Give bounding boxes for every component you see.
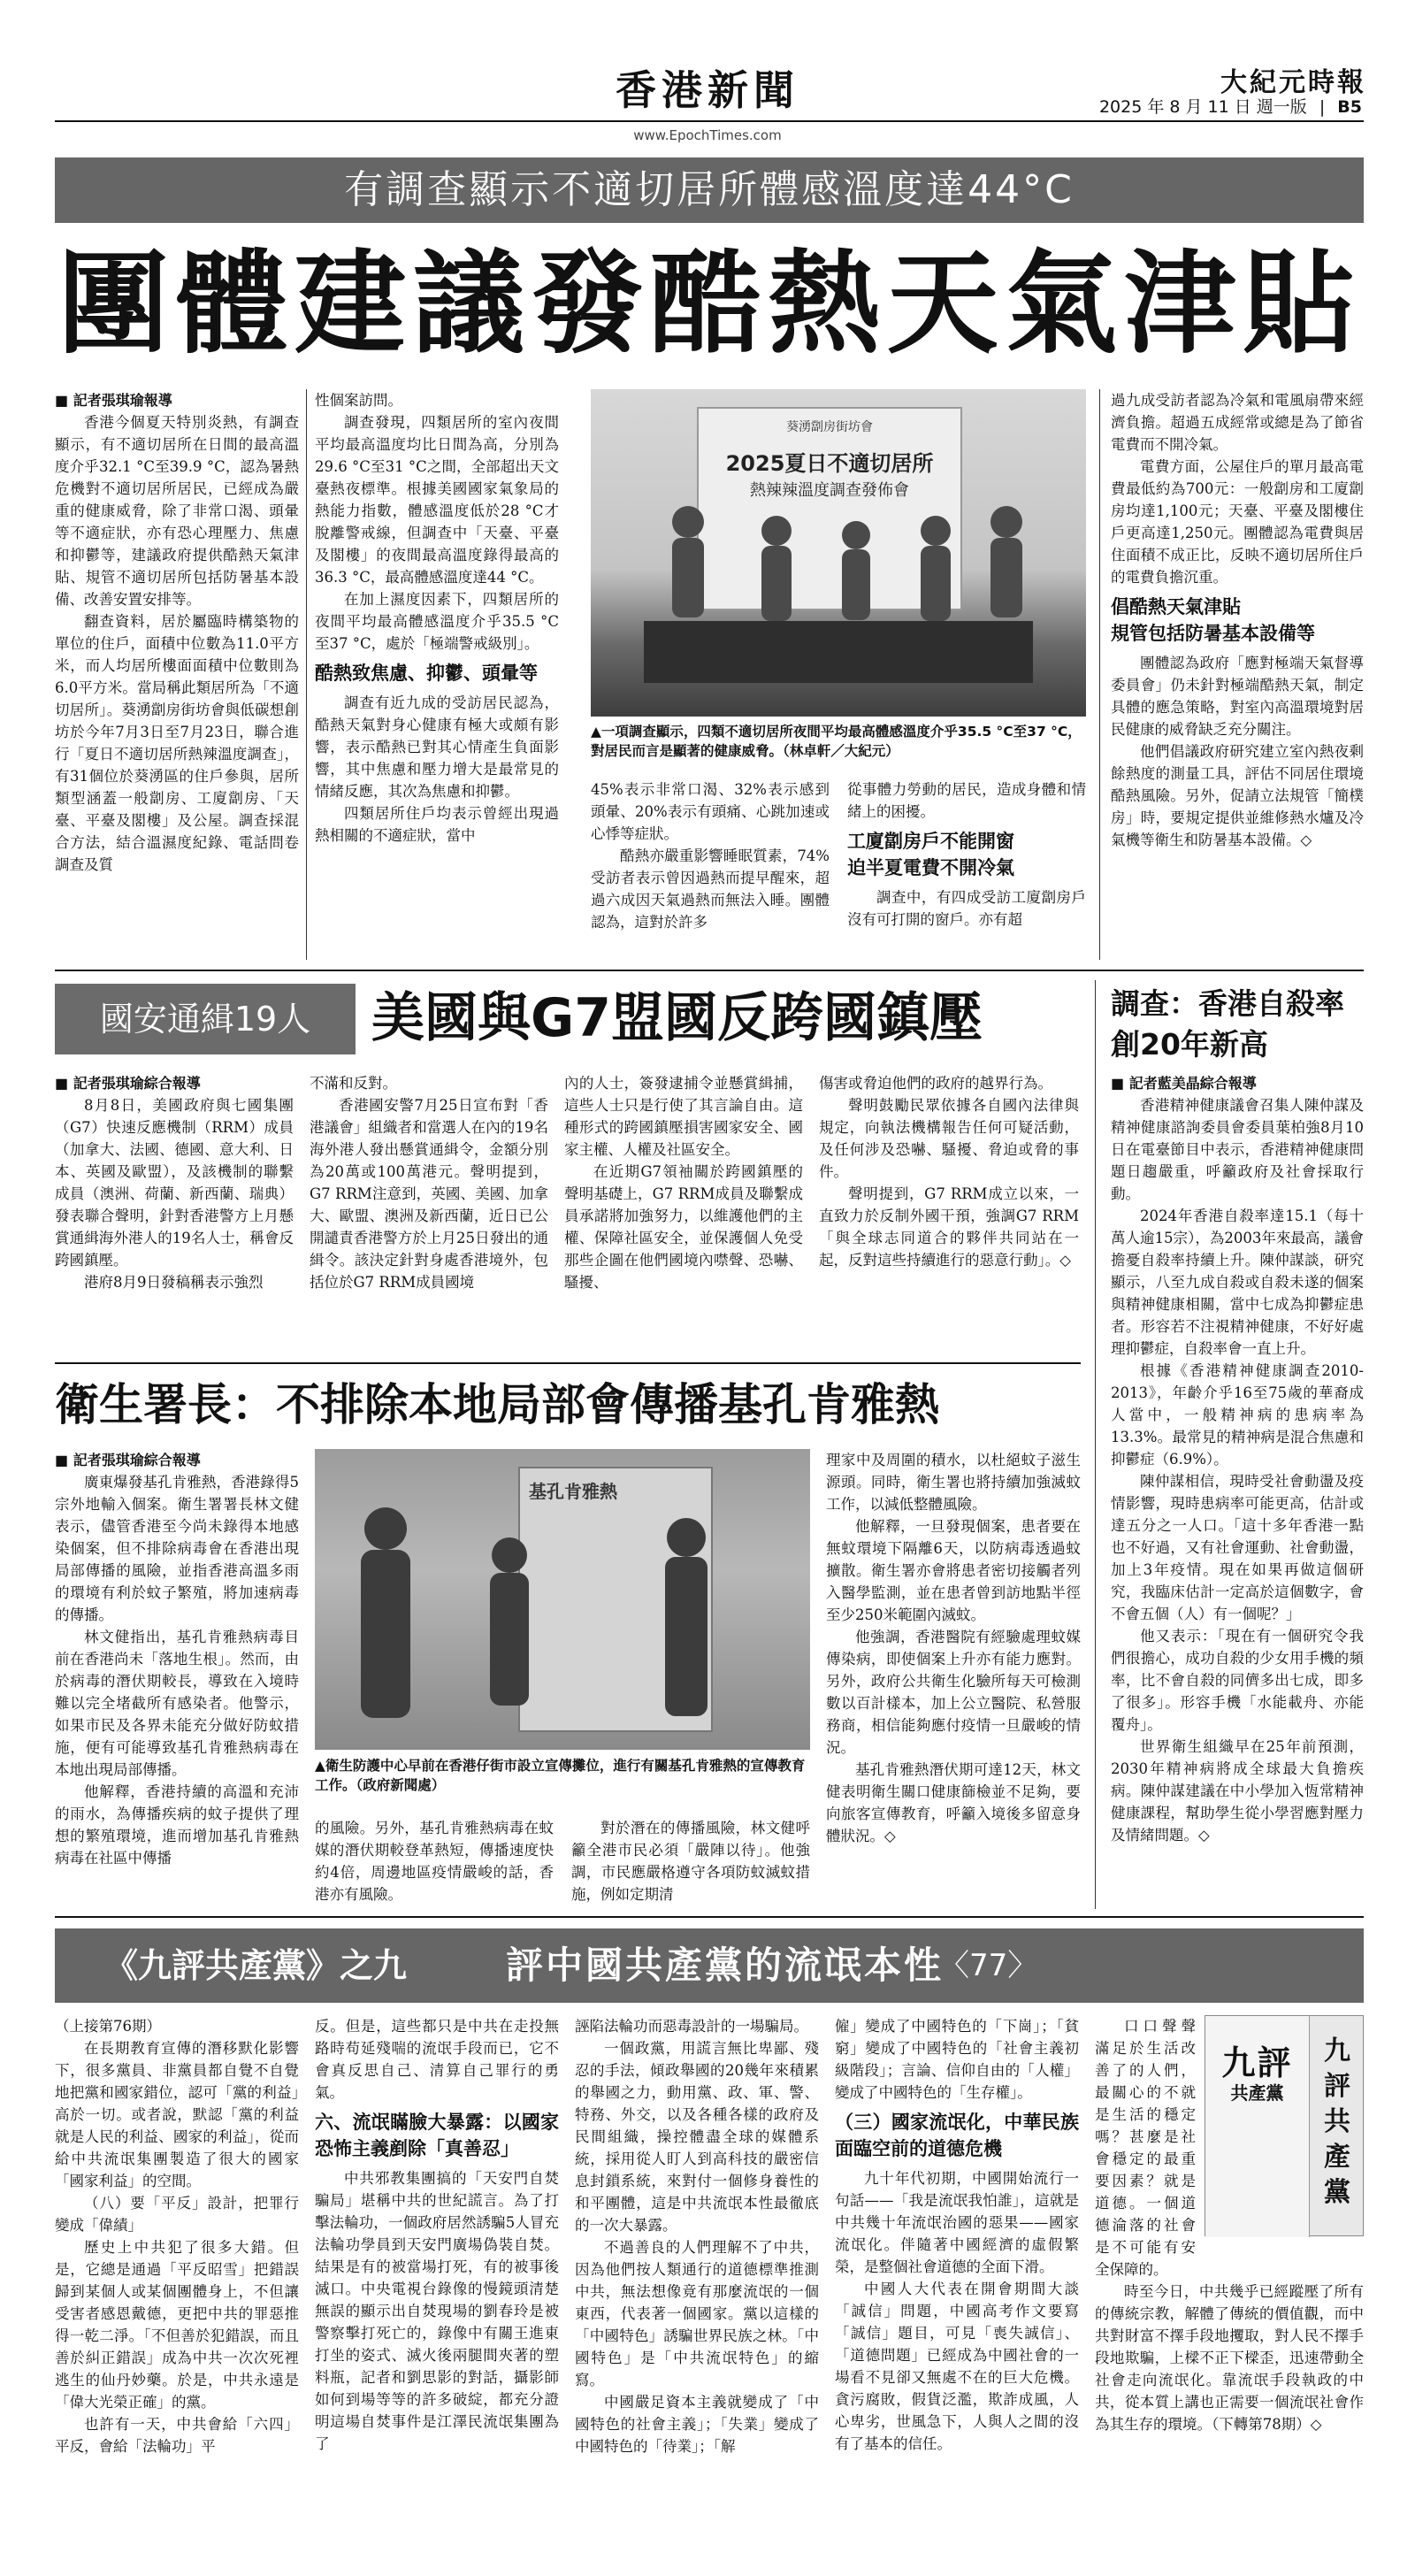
story1-kicker: 有調查顯示不適切居所體感溫度達44°C — [344, 167, 1075, 212]
story5-col1-p2: （八）要「平反」設計，把罪行變成「偉績」 — [55, 2195, 299, 2234]
story2-col4-p2: 聲明提到，G7 RRM成立以來，一直致力於反制外國干預，強調G7 RRM「與全球志同道合的夥伴共同站在一起，反對這些持續進行的惡意行動」。◇ — [819, 1185, 1079, 1269]
story2-col3 — [564, 1072, 803, 1355]
story3-byline: ■ 記者張琪瑜綜合報導 — [55, 1452, 201, 1468]
story1-col5b-p1: 團體認為政府「應對極端天氣督導委員會」仍未針對極端酷熱天氣，制定具體的應急策略，對室內高溫環境對居民健康的威脅缺乏充分關注。 — [1111, 655, 1364, 738]
story2-col4-p1: 聲明鼓勵民眾依據各自國內法律與規定，向執法機構報告任何可疑活動，及任何涉及恐嚇、騷擾、脅迫或脅的事件。 — [819, 1097, 1079, 1180]
book-cover-subtitle: 共產黨 — [1230, 2082, 1284, 2104]
story3-col4-p3: 基孔肯雅熱潛伏期可達12天，林文健表明衛生關口健康篩檢並不足夠，要向旅客宣傳教育，呼籲入境後多留意身體狀況。◇ — [826, 1761, 1081, 1844]
story5-col4b-p2: 中國人大代表在開會期間大談「誠信」問題，中國高考作文要寫「誠信」題目，可見「喪失誠信」、「道德問題」已經成為中國社會的一場看不見卻又無處不在的巨大危機。貪污腐敗，假貨泛濫，欺詐成風，人心卑劣，世風急下，人與人之間的沒有了基本的信任。 — [835, 2281, 1079, 2452]
story5-col1 — [55, 2015, 299, 2555]
story5-col4 — [835, 2015, 1079, 2555]
story2-col1-p2: 港府8月9日發稿稱表示強烈 — [84, 1274, 264, 1291]
story1-col2b-p1: 調查有近九成的受訪居民認為，酷熱天氣對身心健康有極大或頗有影響，表示酷熱已對其心情產生負面影響，其中焦慮和壓力增大是最常見的情緒反應，其次為焦慮和抑鬱。 — [315, 694, 559, 800]
story1-col1 — [55, 389, 299, 960]
photo-people-silhouettes — [591, 389, 1086, 717]
story1-rule-1 — [306, 389, 307, 960]
story5-col1-p4: 也許有一天，中共會給「六四」平反，會給「法輪功」平 — [55, 2416, 299, 2455]
story1-photo — [591, 389, 1086, 717]
photo-figures — [315, 1449, 810, 1750]
story1-col5b-p2: 他們倡議政府研究建立室內熱夜剩餘熱度的測量工具，評估不同居住環境酷熱風險。另外，促請立法規管「簡樸房」時，要規定提供並維修熱水爐及冷氣機等衛生和防暑基本設備。◇ — [1111, 743, 1364, 848]
story3-col1-p1: 廣東爆發基孔肯雅熱，香港錄得5宗外地輸入個案。衛生署署長林文健表示，儘管香港至今尚未錄得本地感染個案，但不排除病毒會在香港出現局部傳播的風險，並指香港高溫多雨的環境有利於蚊子繁殖，將加速病毒的傳播。 — [55, 1474, 299, 1623]
story3-col1-p3: 他解釋，香港持續的高溫和充沛的雨水，為傳播疾病的蚊子提供了理想的繁殖環境，進而增加基孔肯雅熱病毒在社區中傳播 — [55, 1783, 299, 1867]
book-spine: 九評共產黨 — [1324, 2036, 1350, 2208]
story3-col3 — [571, 1817, 810, 1909]
photo-banner-small: 葵湧劏房街坊會 — [786, 420, 873, 434]
story1-subhead-3: 倡酷熱天氣津貼 規管包括防暑基本設備等 — [1111, 596, 1315, 644]
story3-col1 — [55, 1449, 299, 1909]
story3-col4-p1: 他解釋，一旦發現個案，患者要在無蚊環境下隔離6天，以防病毒透過蚊擴散。衛生署亦會將患者密切接觸者列入醫學監測，並在患者曾到訪地點半徑至少250米範圍內滅蚊。 — [826, 1518, 1081, 1623]
story1-col1-p1: 香港今個夏天特別炎熱，有調查顯示，有不適切居所在日間的最高溫度介乎32.1 °C至39.9 °C，認為暑熱危機對不適切居所居民，已經成為嚴重的健康威脅，除了非常口渴、頭暈等不適症狀，亦有恐心理壓力、焦慮和抑鬱等，建議政府提供酷熱天氣津貼、規管不適切居所包括防暑基本設備、改善安置安排等。 — [55, 414, 299, 608]
section-title: 香港新聞 — [616, 66, 799, 114]
story3-col2-p0: 的風險。另外，基孔肯雅熱病毒在蚊媒的潛伏期較登革熱短，傳播速度快約4倍，周邊地區疫情嚴峻的話，香港亦有風險。 — [315, 1820, 554, 1903]
story3-col4-p2: 他強調，香港醫院有經驗處理蚊媒傳染病，即使個案上升亦有能力應對。另外，政府公共衛生化驗所每天可檢測數以百計樣本，加上公立醫院、私營服務商，相信能夠應付疫情一旦嚴峻的情況。 — [826, 1629, 1081, 1756]
issue-date: 2025 年 8 月 11 日 週一版 — [1098, 97, 1307, 117]
story1-headline: 團體建議發酷熱天氣津貼 — [57, 238, 1361, 369]
story3-col3-p1: 對於潛在的傳播風險，林文健呼籲全港市民必須「嚴陣以待」。他強調，市民應嚴格遵守各項防蚊滅蚊措施，例如定期清 — [571, 1820, 810, 1903]
photo-banner-main: 2025夏日不適切居所 — [725, 451, 934, 476]
story1-col2-p1: 調查發現，四類居所的室內夜間平均最高溫度均比日間為高，分別為29.6 °C至31 °C之間，全部超出天文臺熱夜標準。根據美國國家氣象局的熱能力指數，體感溫度低於28 °C才脫離警戒線，但調查中「天臺、平臺及閣樓」的夜間最高溫度錄得最高的36.3 °C，最高體感溫度達44 °C。 — [315, 414, 559, 586]
story3-col2 — [315, 1817, 554, 1909]
story1-col4-p0: 從事體力勞動的居民，造成身體和情緒上的困擾。 — [847, 781, 1086, 820]
site-url[interactable]: www.EpochTimes.com — [633, 127, 782, 143]
story5-col4b-p1: 九十年代初期，中國開始流行一句話——「我是流氓我怕誰」，這就是中共幾十年流氓治國的惡果——國家流氓化。伴隨著中國經濟的虛假繁榮，是整個社會道德的全面下滑。 — [835, 2170, 1079, 2275]
story1-col2-p0: 性個案訪問。 — [315, 392, 402, 409]
story2-col3-p0: 內的人士，簽發逮捕令並懸賞緝捕，這些人士只是行使了其言論自由。這種形式的跨國鎮壓損害國家安全、國家主權、人權及社區安全。 — [564, 1075, 803, 1158]
story1-photo-caption: ▲一項調查顯示，四類不適切居所夜間平均最高體感溫度介乎35.5 °C至37 °C，對居民而言是顯著的健康威脅。（林卓軒／大紀元） — [591, 724, 1082, 759]
book-image — [1205, 2015, 1364, 2236]
story2-col2-p0: 不滿和反對。 — [310, 1075, 397, 1092]
story2-col3-p1: 在近期G7領袖關於跨國鎮壓的聲明基礎上，G7 RRM成員及聯繫成員承諾將加強努力，以維護他們的主權、保障社區安全，並保護個人免受那些企圖在他們國境內噤聲、恐嚇、騷擾、 — [564, 1163, 803, 1291]
story1-col5 — [1111, 389, 1364, 960]
story1-col2b-p2: 四類居所住戶均表示曾經出現過熱相關的不適症狀，當中 — [315, 805, 559, 844]
story5-col2 — [315, 2015, 559, 2555]
story3-photo-caption: ▲衛生防護中心早前在香港仔街市設立宣傳攤位，進行有關基孔肯雅熱的宣傳教育工作。（政府新聞處） — [315, 1758, 806, 1793]
story2-col4-p0: 傷害或脅迫他們的政府的越界行為。 — [819, 1075, 1052, 1092]
story5-headline: 評中國共產黨的流氓本性 — [506, 1944, 945, 1987]
story5-col3 — [575, 2015, 819, 2555]
story2-headline: 美國與G7盟國反跨國鎮壓 — [371, 987, 983, 1049]
story4-p4: 陳仲謀相信，現時受社會動盪及疫情影響，現時患病率可能更高，估計或達五分之一人口。「這十多年香港一點也不好過，又有社會運動、社會動盪，加上3年疫情。現在如果再做這個研究，我臨床估計一定高於這個數字，會不會五個（人）有一個呢？」 — [1111, 1473, 1364, 1622]
photo-sign-title: 基孔肯雅熱 — [529, 1481, 617, 1502]
story1-col2-p2: 在加上濕度因素下，四類居所的夜間平均最高體感溫度介乎35.5 °C至37 °C，處於「極端警戒級別」。 — [315, 591, 559, 652]
story5-part: 〈77〉 — [939, 1948, 1038, 1983]
story1-subhead-1: 酷熱致焦慮、抑鬱、頭暈等 — [315, 663, 538, 684]
story5-col5-p2: 時至今日，中共幾乎已經蹤壓了所有的傳統宗教，解體了傳統的價值觀，而中共對財富不擇手段地攫取，對人民不擇手段地欺騙，上樑不正下樑歪，迅速帶動全社會走向流氓化。靠流氓手段執政的中共，從本質上講也正需要一個流氓社會作為其生存的環境。（下轉第78期）◇ — [1095, 2283, 1364, 2433]
story5-col3-p1: 一個政黨，用謊言無比卑鄙、殘忍的手法，傾政舉國的20幾年來積累的舉國之力，動用黨、政、軍、警、特務、外交，以及各種各樣的政府及民間組織，操控體盡全球的媒體系統，採用從人盯人到高科技的嚴密信息封鎖系統，來對付一個修身養性的和平團體，這是中共流氓本性最徹底的一次大暴露。 — [575, 2040, 819, 2234]
story1-col3-p1: 酷熱亦嚴重影響睡眠質素，74%受訪者表示曾因過熱而提早醒來，超過六成因天氣過熱而無法入睡。團體認為，這對於許多 — [591, 847, 830, 931]
book-cover-title: 九評 — [1221, 2043, 1293, 2082]
story5-col2-p0: 反。但是，這些都只是中共在走投無路時苟延殘喘的流氓手段而已，它不會真反思自己、清算自己罪行的勇氣。 — [315, 2018, 559, 2101]
story5-col1-p0: （上接第76期） — [55, 2018, 161, 2035]
story5-col3-p0: 誣陷法輪功而惡毒設計的一場騙局。 — [575, 2018, 808, 2035]
story4-p5: 他又表示：「現在有一個研究令我們很擔心，成功自殺的少女用手機的頻率，比不會自殺的同儕多出七成，即多了很多」。形容手機「水能載舟、亦能覆舟」。 — [1111, 1628, 1364, 1733]
story5-series: 《九評共產黨》之九 — [104, 1945, 408, 1985]
story2-col2 — [310, 1072, 548, 1355]
story1-col5-p0: 過九成受訪者認為冷氣和電風扇帶來經濟負擔。超過五成經常或總是為了節省電費而不開冷氣。 — [1111, 392, 1364, 453]
story5-col4-p0: 僱」變成了中國特色的「下崗」；「貧窮」變成了中國特色的「社會主義初級階段」；言論、信仰自由的「人權」變成了中國特色的「生存權」。 — [835, 2018, 1079, 2101]
dateline: 2025 年 8 月 11 日 週一版 | B5 — [1098, 97, 1362, 117]
story2-tag: 國安通緝19人 — [55, 984, 356, 1054]
story4-headline: 調查：香港自殺率創20年新高 — [1111, 986, 1344, 1062]
story2-col1-p1: 8月8日，美國政府與七國集團（G7）快速反應機制（RRM）成員（加拿大、法國、德國、意大利、日本、英國及歐盟），及該機制的聯繫成員（澳洲、荷蘭、新西蘭、瑞典）發表聯合聲明，針對香港警方上月懸賞通緝海外港人的19名人士，稱會反跨國鎮壓。 — [55, 1097, 294, 1269]
story3-headline: 衛生署長：不排除本地局部會傳播基孔肯雅熱 — [55, 1379, 939, 1430]
story1-col3 — [591, 778, 830, 960]
photo-banner-sub: 熱辣辣溫度調查發佈會 — [750, 481, 909, 500]
story3-photo — [315, 1449, 810, 1750]
right-column-rule — [1095, 980, 1096, 1909]
story3-col4-p0: 理家中及周圍的積水，以杜絕蚊子滋生源頭。同時，衛生署也將持續加強滅蚊工作，以減低整體風險。 — [826, 1452, 1081, 1513]
story5-subhead-2: （三）國家流氓化，中華民族面臨空前的道德危機 — [835, 2112, 1079, 2159]
story5-col1-p1: 在長期教育宣傳的潛移默化影響下，很多黨員、非黨員都自覺不自覺地把黨和國家錯位，認可「黨的利益」高於一切。或者說，默認「黨的利益就是人民的利益、國家的利益」，從而給中共流氓集團製造了很大的國家「國家利益」的空間。 — [55, 2040, 299, 2189]
story1-subhead-2: 工廈劏房戶不能開窗 迫半夏電費不開冷氣 — [847, 831, 1014, 878]
story2-col4 — [819, 1072, 1079, 1355]
story3-col1-p2: 林文健指出，基孔肯雅熱病毒目前在香港尚未「落地生根」。然而，由於病毒的潛伏期較長，導致在入境時難以完全堵截所有感染者。他警示，如果市民及各界未能充分做好防蚊措施，便有可能導致基孔肯雅熱病毒在本地出現局部傳播。 — [55, 1629, 299, 1778]
story5-col5 — [1095, 2015, 1364, 2555]
story1-col5-p1: 電費方面，公屋住戶的單月最高電費最低約為700元：一般劏房和工廈劏房均達1,100元；天臺、平臺及閣樓住戶更高達1,250元。團體認為電費與居住面積不成正比，反映不適切居所住戶的電費負擔沉重。 — [1111, 458, 1364, 586]
story5-col3-p2: 不過善良的人們理解不了中共，因為他們按人類通行的道德標準推測中共，無法想像竟有那麼流氓的一個東西，代表著一個國家。黨以這樣的「中國特色」誘騙世界民族之林。「中國特色」是「中共流氓特色」的縮寫。 — [575, 2239, 819, 2388]
header-rule — [55, 120, 1364, 122]
story3-bottom-rule — [55, 1916, 1364, 1918]
story2-bottom-rule — [55, 1362, 1081, 1364]
story1-col1-p2: 翻查資料，居於屬臨時構築物的單位的住戶，面積中位數為11.0平方米，而人均居所樓面面積中位數則為6.0平方米。當局稱此類居所為「不適切居所」。葵湧劏房街坊會與低碳想創坊於今年7月3日至7月23日，聯合進行「夏日不適切居所熱辣溫度調查」，有31個位於葵湧區的住戶參與，居所類型涵蓋一般劏房、工廈劏房、「天臺、平臺及閣樓」及公屋。調查採混合方法，結合溫濕度紀錄、電話問卷調查及質 — [55, 613, 299, 873]
story1-rule-2 — [1099, 389, 1100, 960]
book-cover-front — [1205, 2016, 1310, 2237]
story1-bottom-rule — [55, 970, 1364, 971]
story1-col3-p0: 45%表示非常口渴、32%表示感到頭暈、20%表示有頭痛、心跳加速或心悸等症狀。 — [591, 781, 830, 842]
story1-kicker-banner — [55, 157, 1364, 223]
story4-p2: 2024年香港自殺率達15.1（每十萬人逾15宗），為2003年來最高，議會擔憂自殺率持續上升。陳仲謀談，研究顯示，八至九成自殺或自殺未遂的個案與精神健康相關，當中七成為抑鬱症患者。形容若不注視精神健康，不好好處理抑鬱症，自殺率會一直上升。 — [1111, 1208, 1364, 1357]
story5-col5-p1: 口口聲聲滿足於生活改善了的人們，最關心的不就是生活的穩定嗎？甚麼是社會穩定的最重要因素？就是道德。一個道德淪落的社會是不可能有安全保障的。 — [1095, 2018, 1196, 2278]
story4-p1: 香港精神健康議會召集人陳仲謀及精神健康諮詢委員會委員葉柏強8月10日在電臺節目中表示，香港精神健康問題日趨嚴重，呼籲政府及社會採取行動。 — [1111, 1097, 1364, 1202]
story2-col1 — [55, 1072, 294, 1355]
story5-banner — [55, 1928, 1364, 2003]
story5-col2b-p1: 中共邪教集團搞的「天安門自焚騙局」堪稱中共的世紀謊言。為了打擊法輪功，一個政府居然誘騙5人冒充法輪功學員到天安門廣場偽裝自焚。結果是有的被當場打死，有的被事後滅口。中央電視台錄像的慢鏡頭清楚無誤的顯示出自焚現場的劉春玲是被警察擊打死亡的，錄像中有關王進東打坐的姿式、滅火後兩腿間夾著的塑料瓶，記者和劉思影的對話，攝影師如何到場等等的許多破綻，都充分證明這場自焚事件是江澤民流氓集團為了 — [315, 2170, 559, 2452]
story5-col3-p3: 中國嚴足資本主義就變成了「中國特色的社會主義」；「失業」變成了中國特色的「待業」；「解 — [575, 2394, 819, 2455]
page-number: B5 — [1337, 97, 1362, 117]
story1-col4b-p1: 調查中，有四成受訪工廈劏房戶沒有可打開的窗戶。亦有超 — [847, 889, 1086, 928]
story2-byline: ■ 記者張琪瑜綜合報導 — [55, 1075, 201, 1092]
story4-body — [1111, 1072, 1364, 1904]
story1-col4 — [847, 778, 1086, 960]
story5-subhead-1: 六、流氓瞞臉大暴露：以國家恐怖主義剷除「真善忍」 — [315, 2112, 559, 2159]
story4-p3: 根據《香港精神健康調查2010-2013》，年齡介乎16至75歲的華裔成人當中，一般精神病的患病率為13.3%。最常見的精神病是混合焦慮和抑鬱症（6.9%）。 — [1111, 1362, 1364, 1468]
story3-col4 — [826, 1449, 1081, 1909]
story1-byline: ■ 記者張琪瑜報導 — [55, 392, 172, 409]
story2-col2-p1: 香港國安警7月25日宣布對「香港議會」組織者和當選人在內的19名海外港人發出懸賞通緝令，金額分別為20萬或100萬港元。聲明提到，G7 RRM注意到，英國、美國、加拿大、歐盟、澳洲及新西蘭，近日已公開譴責香港警方於上月25日發出的通緝令。該決定針對身處香港境外，包括位於G7 RRM成員國境 — [310, 1097, 548, 1291]
story1-col2 — [315, 389, 559, 960]
photo-table — [644, 621, 1033, 683]
story4-byline: ■ 記者藍美晶綜合報導 — [1111, 1075, 1257, 1092]
story5-col1-p3: 歷史上中共犯了很多大錯。但是，它總是通過「平反昭雪」把錯誤歸到某個人或某個團體身上，不但讓受害者感恩戴德，更把中共的罪惡推得一乾二淨。「不但善於犯錯誤，而且善於糾正錯誤」成為中共一次次死裡逃生的仙丹妙藥。於是，中共永遠是「偉大光榮正確」的黨。 — [55, 2239, 299, 2411]
story4-p6: 世界衛生組織早在25年前預測，2030年精神病將成全球最大負擔疾病。陳仲謀建議在中小學加入恆常精神健康課程，幫助學生從小學習應對壓力及情緒問題。◇ — [1111, 1738, 1364, 1844]
masthead-logo: 大紀元時報 — [1220, 67, 1366, 98]
